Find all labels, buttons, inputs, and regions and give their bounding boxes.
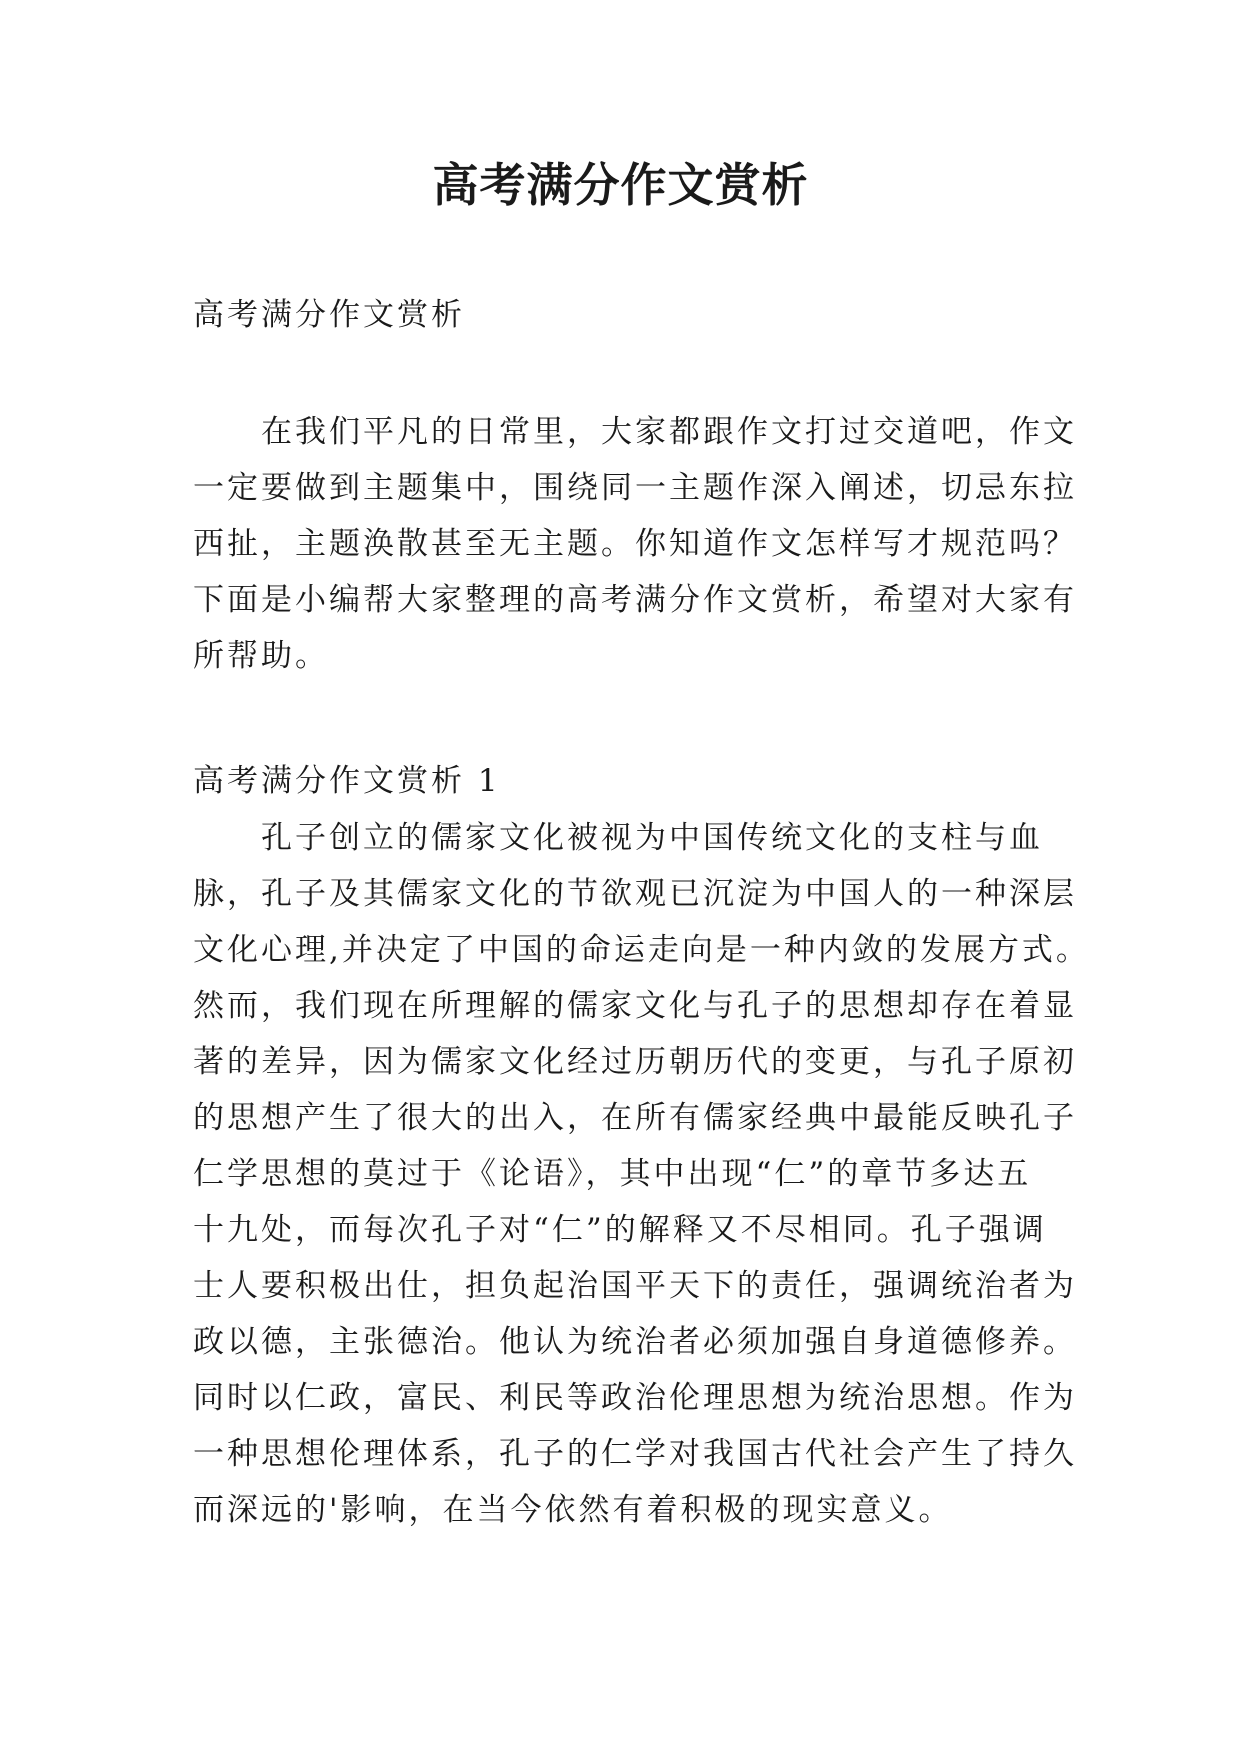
body-line: 一种思想伦理体系，孔子的仁学对我国古代社会产生了持久: [193, 1436, 1077, 1472]
body-line: 脉，孔子及其儒家文化的节欲观已沉淀为中国人的一种深层: [193, 876, 1077, 912]
body-line: 政以德，主张德治。他认为统治者必须加强自身道德修养。: [193, 1324, 1077, 1360]
page-title: 高考满分作文赏析: [432, 158, 809, 212]
body-line: 十九处，而每次孔子对“仁”的解释又不尽相同。孔子强调: [193, 1212, 1047, 1248]
intro-line: 西扯，主题涣散甚至无主题。你知道作文怎样写才规范吗？: [193, 526, 1077, 562]
body-line: 孔子创立的儒家文化被视为中国传统文化的支柱与血: [193, 820, 1043, 856]
intro-paragraph: [193, 404, 1077, 684]
intro-line: 所帮助。: [193, 638, 329, 674]
body-line: 的思想产生了很大的出入，在所有儒家经典中最能反映孔子: [193, 1100, 1077, 1136]
body-line: 仁学思想的莫过于《论语》，其中出现“仁”的章节多达五: [193, 1156, 1032, 1192]
body-line: 同时以仁政，富民、利民等政治伦理思想为统治思想。作为: [193, 1380, 1077, 1416]
subtitle: 高考满分作文赏析: [193, 297, 465, 333]
section-heading: 高考满分作文赏析 1: [193, 763, 501, 799]
body-line: 而深远的'影响，在当今依然有着积极的现实意义。: [193, 1492, 953, 1528]
body-line: 士人要积极出仕，担负起治国平天下的责任，强调统治者为: [193, 1268, 1077, 1304]
intro-line: 在我们平凡的日常里，大家都跟作文打过交道吧，作文: [193, 414, 1077, 450]
body-paragraph: [193, 810, 1090, 1538]
intro-line: 一定要做到主题集中，围绕同一主题作深入阐述，切忌东拉: [193, 470, 1077, 506]
body-line: 著的差异，因为儒家文化经过历朝历代的变更，与孔子原初: [193, 1044, 1077, 1080]
body-line: 文化心理,并决定了中国的命运走向是一种内敛的发展方式。: [193, 932, 1090, 968]
intro-line: 下面是小编帮大家整理的高考满分作文赏析，希望对大家有: [193, 582, 1077, 618]
body-line: 然而，我们现在所理解的儒家文化与孔子的思想却存在着显: [193, 988, 1077, 1024]
